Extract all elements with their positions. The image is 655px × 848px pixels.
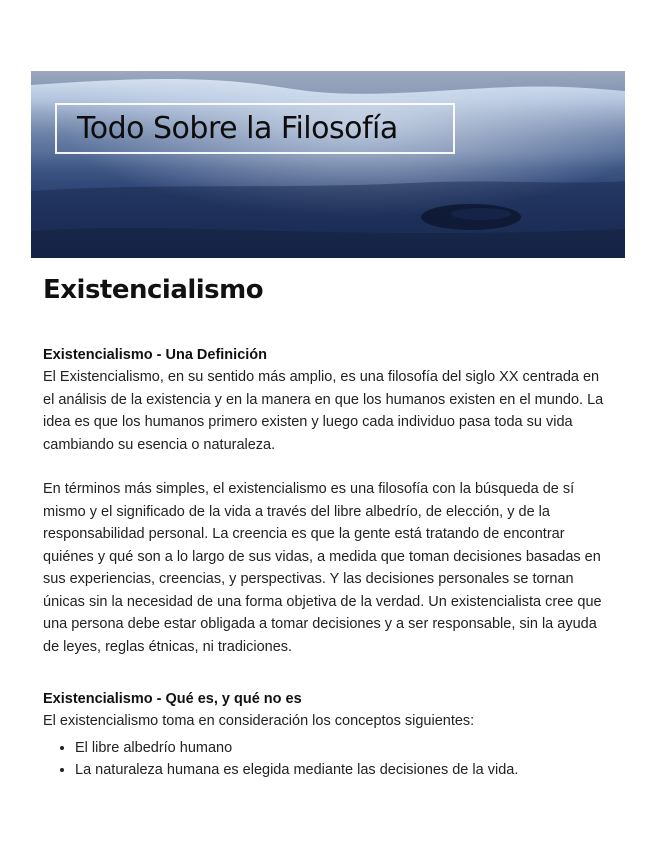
header-banner [31, 71, 625, 258]
paragraph: En términos más simples, el existencialismo es una filosofía con la búsqueda de sí mismo y el significado de la vida a través del libre albedrío, de elección, y de la responsabilidad personal. La creencia es que la gente está tratando de encontrar quiénes y qué son a lo largo de sus vidas, a medida que toman decisiones basadas en sus experiencias, creencias, y perspectivas. Y las decisiones personales se tornan únicas sin la necesidad de una forma objetiva de la verdad. Un existencialista cree que una persona debe estar obligada a tomar decisiones y a ser responsable, sin la ayuda de leyes, reglas étnicas, ni tradiciones. [43, 481, 602, 655]
section-heading-what-is: Existencialismo - Qué es, y qué no es [43, 691, 302, 707]
list-item: • El libre albedrío humano [75, 737, 613, 760]
article [43, 268, 613, 782]
concepts-list [43, 737, 613, 782]
paragraph: El existencialismo toma en consideración los conceptos siguientes: [43, 713, 475, 729]
section-heading-definition: Existencialismo - Una Definición [43, 347, 267, 363]
seascape-image [31, 71, 625, 258]
banner-title-frame [55, 103, 455, 154]
site-title: Todo Sobre la Filosofía [77, 111, 398, 146]
list-item: • La naturaleza humana es elegida mediante las decisiones de la vida. [75, 759, 613, 782]
paragraph: El Existencialismo, en su sentido más amplio, es una filosofía del siglo XX centrada en el análisis de la existencia y en la manera en que los humanos existen en el mundo. La idea es que los humanos primero existen y luego cada individuo pasa toda su vida cambiando su esencia o naturaleza. [43, 369, 604, 453]
page-title: Existencialismo [43, 275, 264, 305]
